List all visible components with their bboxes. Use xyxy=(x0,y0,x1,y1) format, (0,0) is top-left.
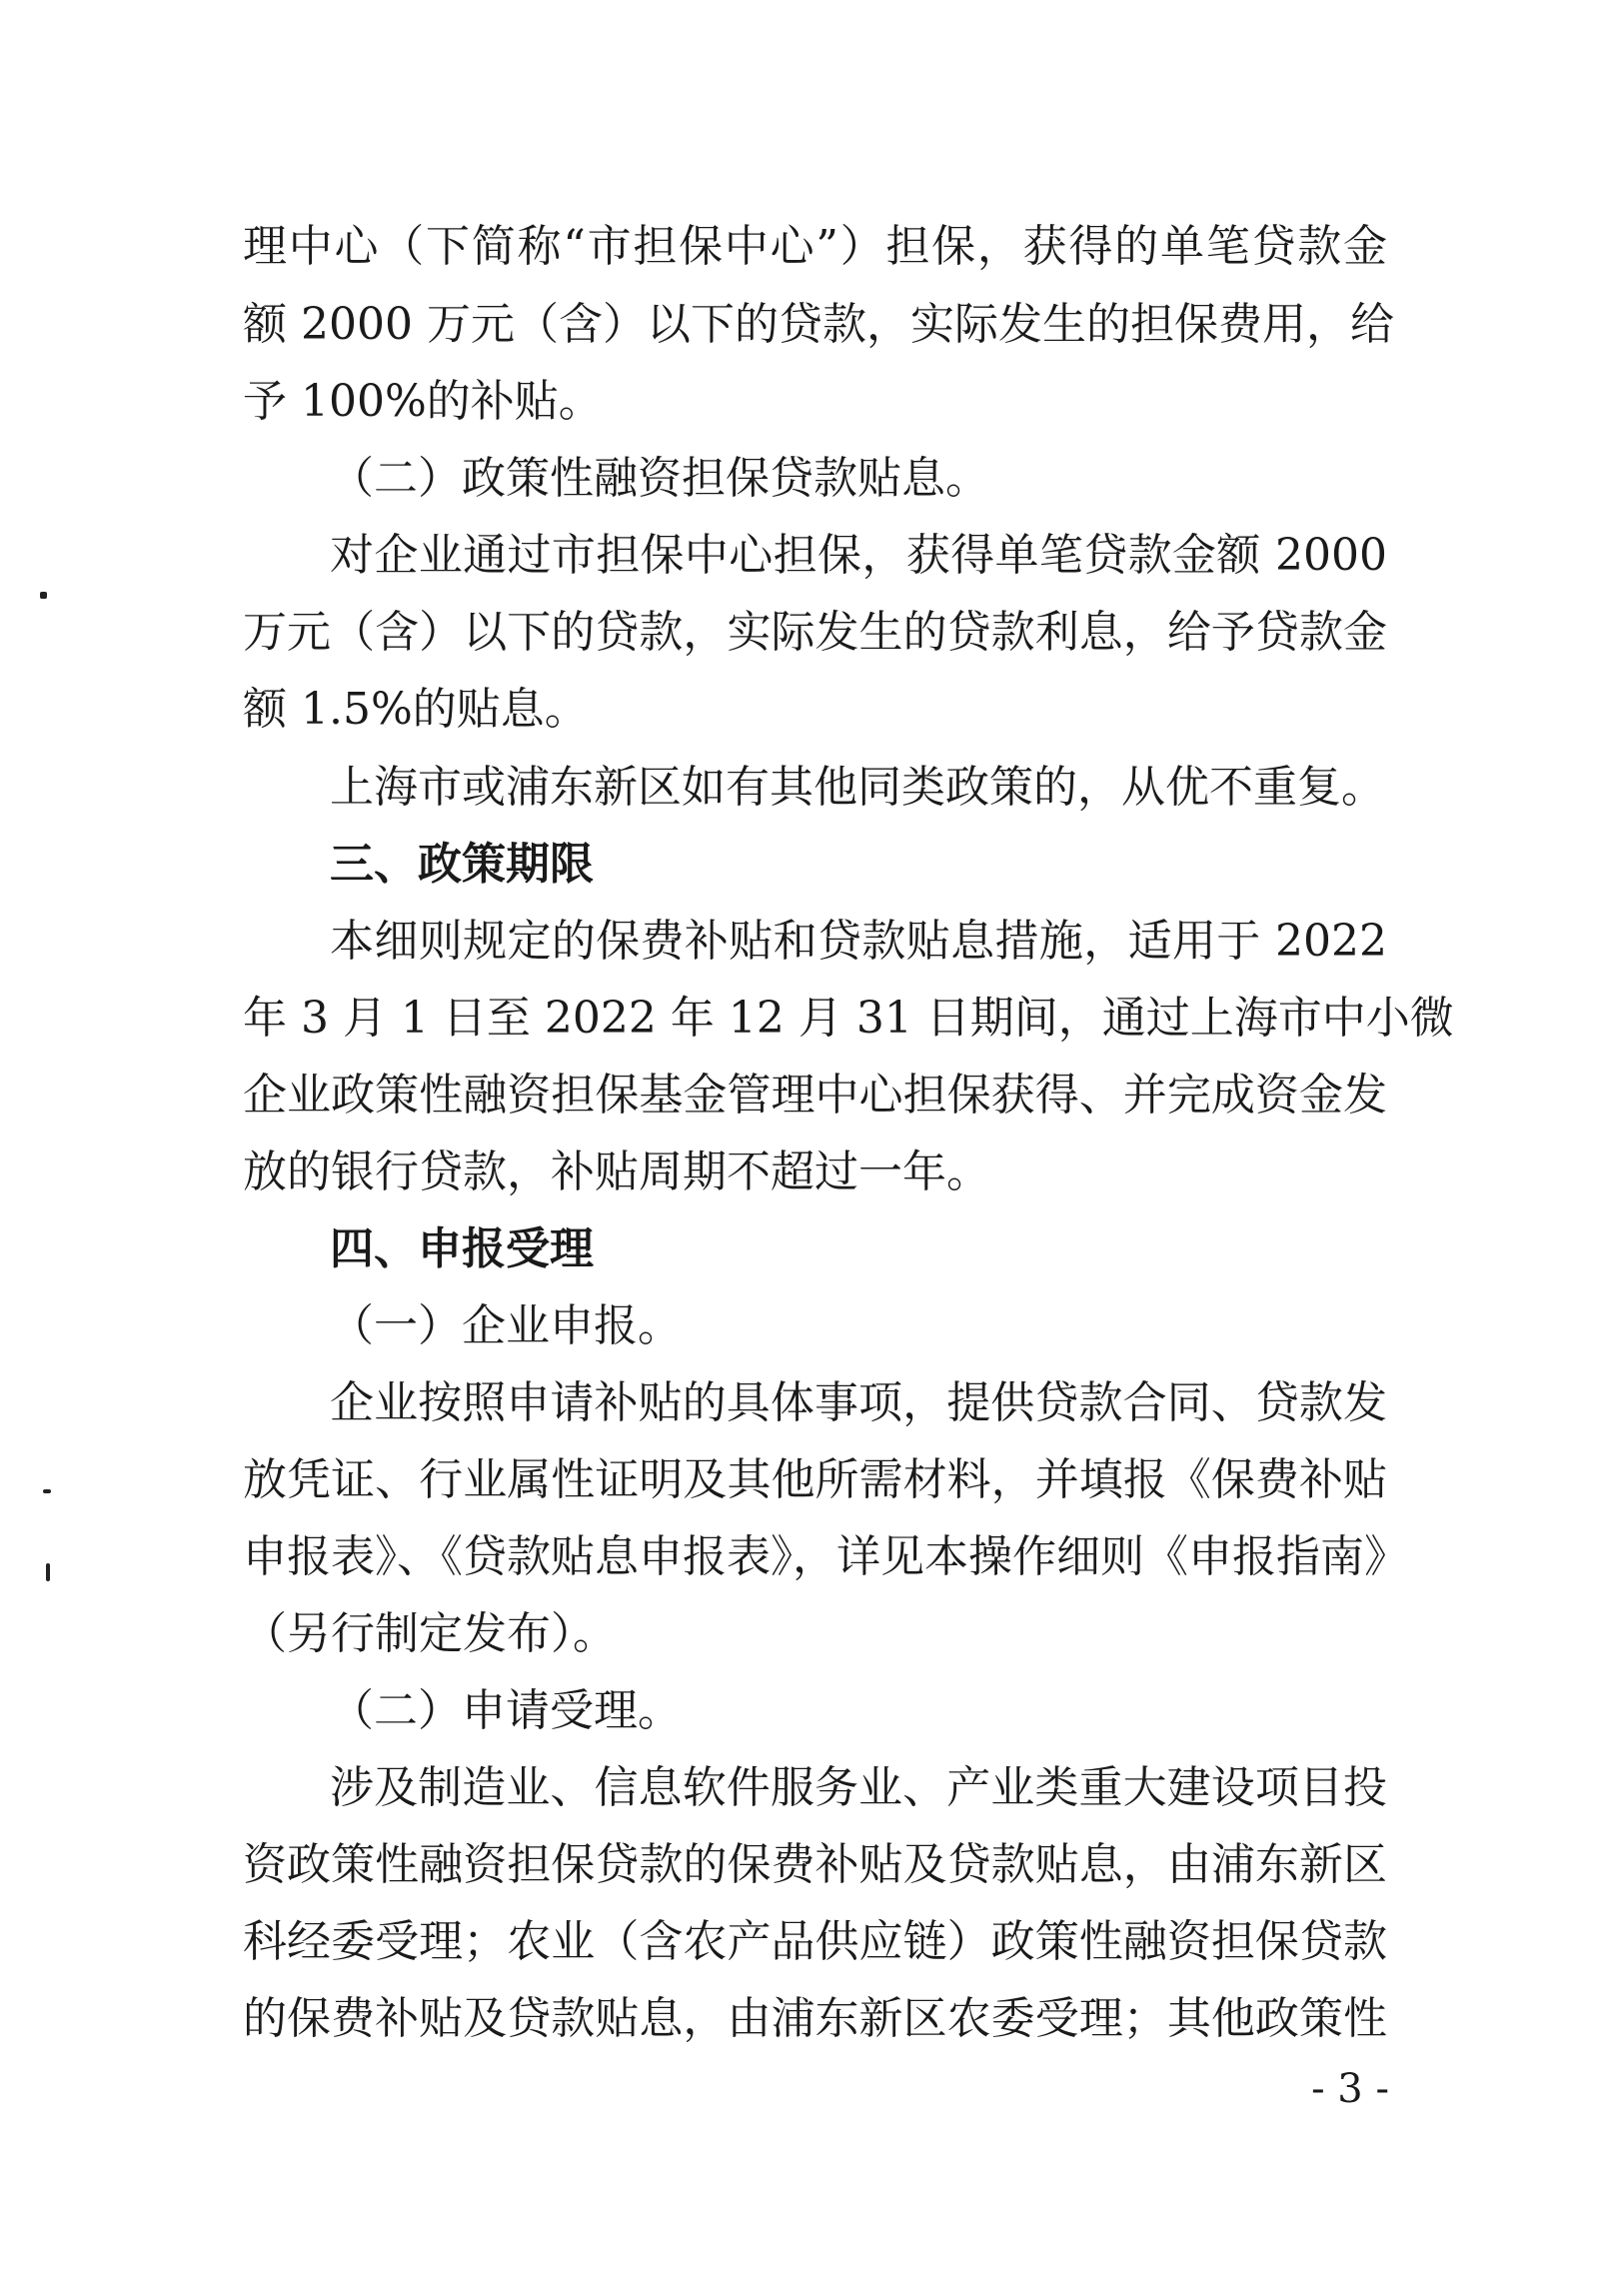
body-line: 理中心（下简称“市担保中心”）担保，获得的单笔贷款金 xyxy=(243,221,1387,272)
body-line: 额 1.5%的贴息。 xyxy=(243,684,589,735)
body-line: 对企业通过市担保中心担保，获得单笔贷款金额 2000 xyxy=(330,530,1387,581)
body-line: 科经委受理；农业（含农产品供应链）政策性融资担保贷款 xyxy=(243,1916,1387,1967)
body-line: （另行制定发布）。 xyxy=(243,1608,617,1659)
body-line: 额 2000 万元（含）以下的贷款，实际发生的担保费用，给 xyxy=(243,299,1394,350)
scan-speck xyxy=(46,1563,50,1581)
body-line: 予 100%的补贴。 xyxy=(243,376,603,427)
body-line: 企业按照申请补贴的具体事项，提供贷款合同、贷款发 xyxy=(330,1377,1387,1428)
body-line: 申报表》、《贷款贴息申报表》，详见本操作细则《申报指南》 xyxy=(243,1531,1408,1582)
body-line: 万元（含）以下的贷款，实际发生的贷款利息，给予贷款金 xyxy=(243,607,1387,658)
body-line: 企业政策性融资担保基金管理中心担保获得、并完成资金发 xyxy=(243,1070,1387,1121)
body-line: 资政策性融资担保贷款的保费补贴及贷款贴息，由浦东新区 xyxy=(243,1839,1387,1890)
body-line: 本细则规定的保费补贴和贷款贴息措施，适用于 2022 xyxy=(330,916,1387,967)
subsection-heading: （二）政策性融资担保贷款贴息。 xyxy=(330,453,989,504)
body-line: 上海市或浦东新区如有其他同类政策的，从优不重复。 xyxy=(330,762,1385,813)
body-line: 的保费补贴及贷款贴息，由浦东新区农委受理；其他政策性 xyxy=(243,1993,1387,2044)
body-line: 年 3 月 1 日至 2022 年 12 月 31 日期间，通过上海市中小微 xyxy=(243,993,1454,1044)
scan-speck xyxy=(40,592,47,599)
section-heading-3: 三、政策期限 xyxy=(330,839,594,890)
subsection-heading: （二）申请受理。 xyxy=(330,1685,682,1736)
body-line: 涉及制造业、信息软件服务业、产业类重大建设项目投 xyxy=(330,1762,1387,1813)
body-line: 放的银行贷款，补贴周期不超过一年。 xyxy=(243,1147,990,1197)
page-number: - 3 - xyxy=(1311,2066,1389,2112)
section-heading-4: 四、申报受理 xyxy=(330,1223,594,1274)
subsection-heading: （一）企业申报。 xyxy=(330,1300,682,1351)
scan-speck xyxy=(43,1489,51,1493)
body-line: 放凭证、行业属性证明及其他所需材料，并填报《保费补贴 xyxy=(243,1454,1387,1505)
